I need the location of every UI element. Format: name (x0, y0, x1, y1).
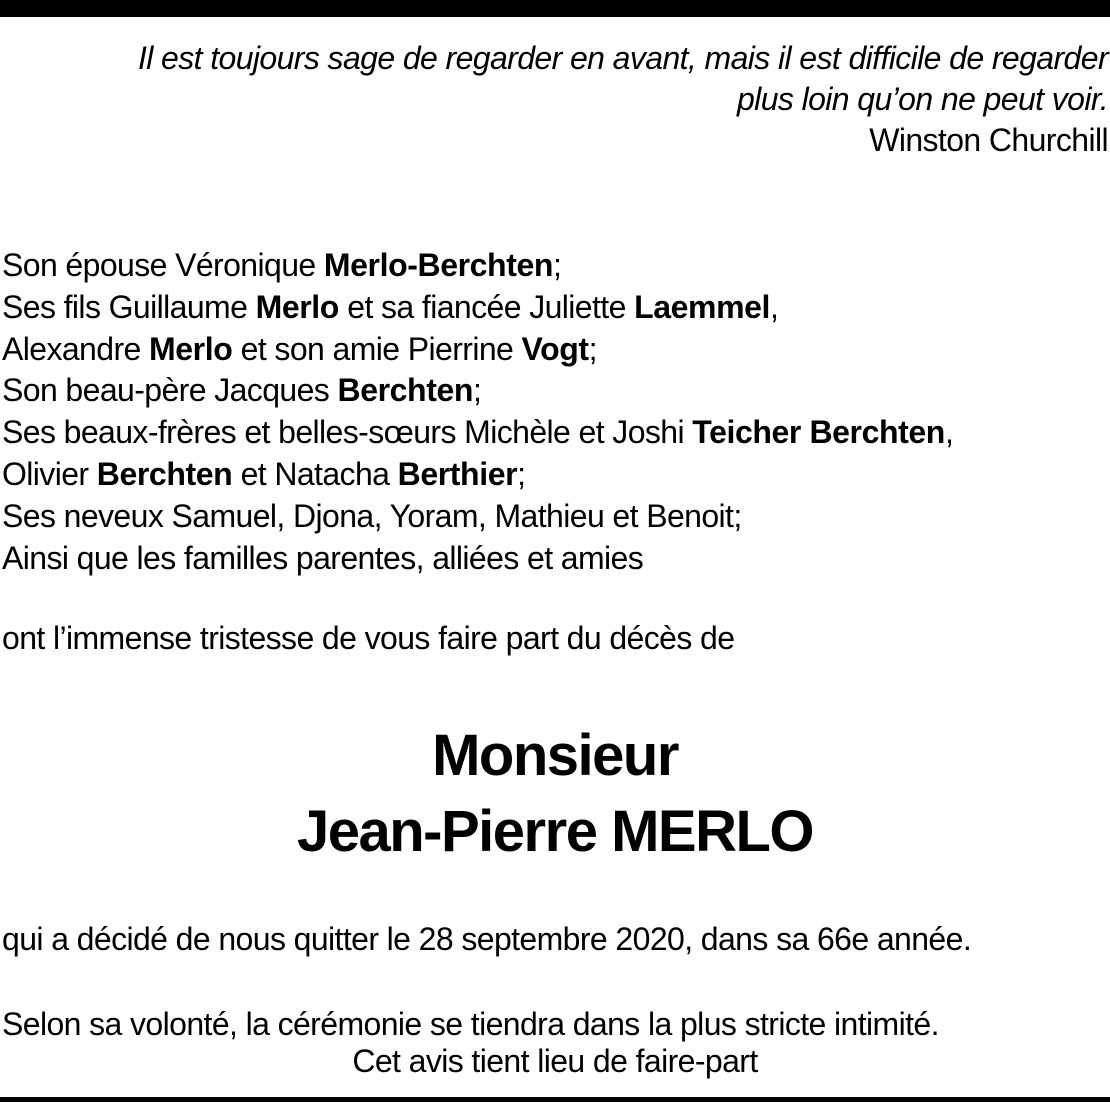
family-punct: ; (588, 330, 597, 367)
family-punct: ; (517, 455, 526, 492)
family-text: Alexandre (2, 330, 149, 367)
family-text: Ses beaux-frères et belles-sœurs Michèle et Joshi (2, 414, 693, 451)
announcement-text: ont l’immense tristesse de vous faire part du décès de (2, 620, 735, 656)
family-list (2, 245, 1102, 579)
family-surname: Berchten (337, 372, 474, 409)
family-line: Ses neveux Samuel, Djona, Yoram, Mathieu et Benoit; (2, 497, 742, 534)
family-punct: , (944, 414, 954, 451)
family-surname: Merlo (149, 330, 233, 367)
family-line: Ainsi que les familles parentes, alliées et amies (2, 539, 644, 576)
family-line (2, 370, 1102, 412)
family-line (2, 287, 1102, 329)
family-punct: ; (473, 372, 482, 409)
family-surname: Merlo (255, 288, 339, 325)
family-text: Olivier (2, 455, 97, 492)
epigraph (8, 38, 1108, 161)
family-text: Ses fils Guillaume (2, 288, 256, 325)
family-punct: , (770, 288, 779, 325)
top-rule (0, 0, 1110, 17)
family-text: Son épouse Véronique (2, 247, 324, 283)
family-surname: Vogt (521, 330, 589, 367)
epigraph-author: Winston Churchill (869, 122, 1108, 158)
family-surname: Laemmel (634, 288, 771, 325)
family-surname: Teicher Berchten (692, 414, 945, 451)
family-punct: ; (553, 247, 562, 283)
family-line (2, 329, 1102, 371)
bottom-rule (0, 1097, 1110, 1102)
family-line (2, 454, 1102, 496)
epigraph-line-1: Il est toujours sage de regarder en avant, mais il est difficile de regarder (137, 40, 1108, 76)
deceased-name: Jean-Pierre MERLO (296, 799, 813, 864)
epigraph-line-2: plus loin qu’on ne peut voir. (736, 81, 1108, 117)
family-text: et son amie Pierrine (232, 330, 522, 367)
deceased-name-block (0, 718, 1110, 870)
family-surname: Berthier (397, 455, 518, 492)
family-surname: Berchten (96, 455, 233, 492)
family-line (2, 245, 1102, 287)
family-text: et Natacha (232, 455, 398, 492)
family-text: et sa fiancée Juliette (338, 288, 635, 325)
family-text: Son beau-père Jacques (2, 372, 338, 409)
ceremony-text: Selon sa volonté, la cérémonie se tiendra dans la plus stricte intimité. (2, 1006, 939, 1042)
death-date-text: qui a décidé de nous quitter le 28 septembre 2020, dans sa 66e année. (2, 921, 972, 957)
notice-text: Cet avis tient lieu de faire-part (352, 1043, 758, 1079)
family-surname: Merlo-Berchten (323, 247, 553, 283)
deceased-title: Monsieur (432, 723, 678, 788)
family-line (2, 412, 1102, 454)
